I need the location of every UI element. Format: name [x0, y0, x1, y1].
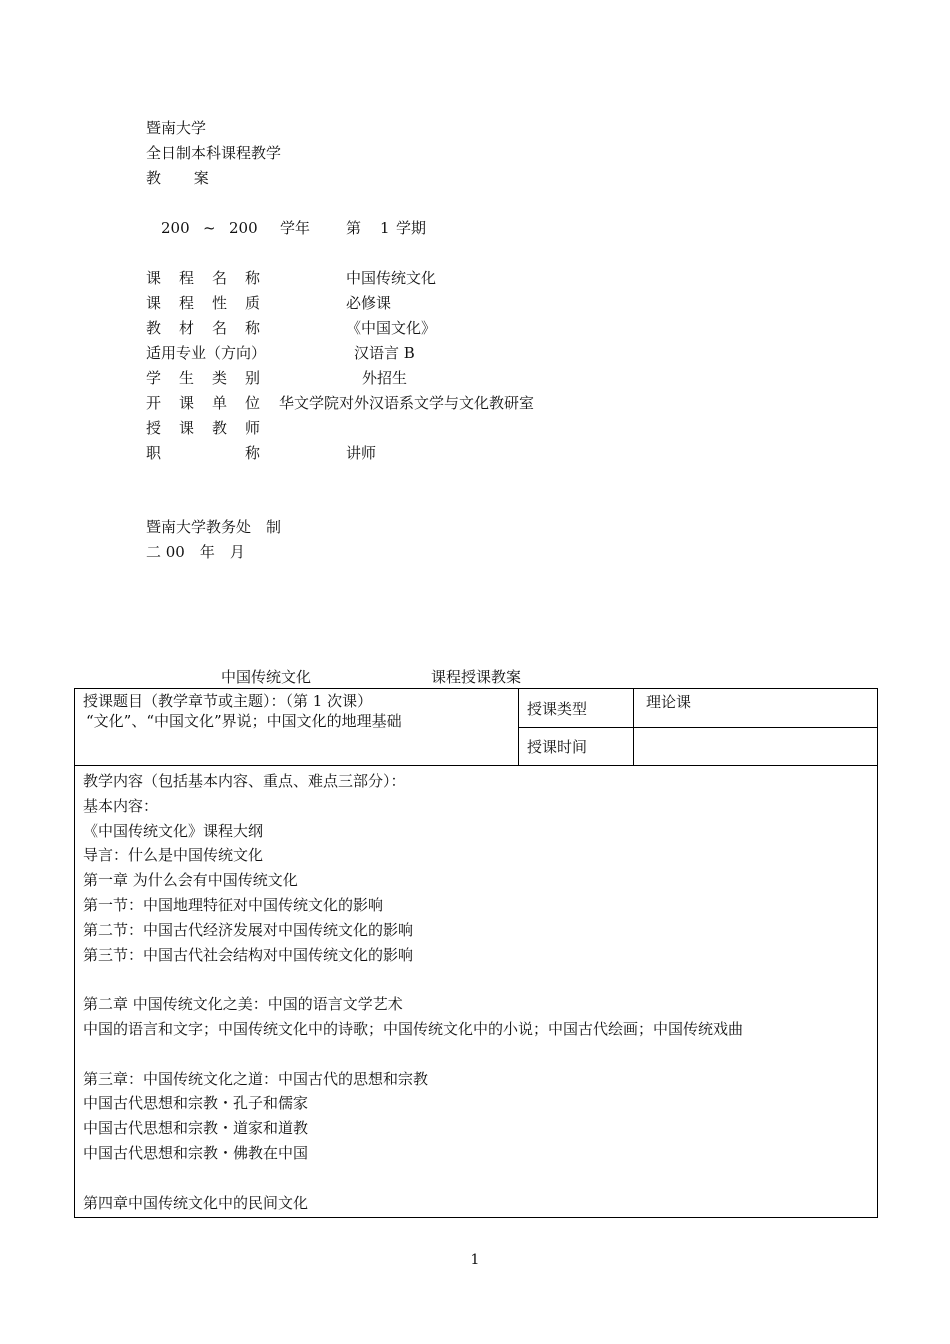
value-title: 讲师: [346, 444, 377, 462]
content-line: 《中国传统文化》课程大纲: [83, 821, 264, 840]
label-department: 开 课 单 位: [146, 394, 261, 412]
program-name: 全日制本科课程教学: [146, 144, 282, 162]
term-number: 1: [380, 219, 390, 237]
value-department: 华文学院对外汉语系文学与文化教研室: [279, 394, 535, 412]
year-start: 200: [161, 219, 190, 237]
content-line: 中国古代思想和宗教・道家和道教: [83, 1119, 309, 1138]
lesson-plan-table: [74, 688, 878, 1218]
topic-cell: [75, 689, 519, 766]
topic-value: “文化”、“中国文化”界说；中国文化的地理基础: [86, 712, 402, 730]
content-line: [83, 1166, 869, 1191]
year-end: 200: [229, 219, 258, 237]
label-course-name: 课 程 名 称: [146, 269, 261, 287]
year-tilde: ~: [203, 219, 216, 237]
content-line: 中国古代思想和宗教・佛教在中国: [83, 1143, 309, 1162]
content-line: [83, 967, 869, 992]
page-number: 1: [470, 1252, 480, 1268]
university-name: 暨南大学: [146, 119, 207, 137]
type-label: 授课类型: [519, 689, 634, 728]
label-textbook: 教 材 名 称: [146, 319, 261, 337]
time-label: 授课时间: [519, 727, 634, 766]
value-major: 汉语言 B: [354, 344, 415, 362]
content-line: 第一章 为什么会有中国传统文化: [83, 871, 298, 890]
content-line: 第二章 中国传统文化之美：中国的语言文学艺术: [83, 995, 403, 1014]
type-value: 理论课: [634, 689, 878, 728]
content-line: 教学内容（包括基本内容、重点、难点三部分）：: [83, 772, 406, 790]
content-line: 基本内容：: [83, 796, 159, 815]
plan-course-name: 中国传统文化: [221, 668, 312, 686]
content-line: 导言：什么是中国传统文化: [83, 846, 264, 865]
term-prefix: 第: [346, 219, 362, 237]
content-line: 中国古代思想和宗教・孔子和儒家: [83, 1094, 309, 1113]
content-cell: [75, 766, 878, 1218]
label-student-type: 学 生 类 别: [146, 369, 261, 387]
content-line: 中国的语言和文字；中国传统文化中的诗歌；中国传统文化中的小说；中国古代绘画；中国传统戏曲: [83, 1019, 744, 1038]
value-course-name: 中国传统文化: [346, 269, 437, 287]
content-line: 第四章中国传统文化中的民间文化: [83, 1193, 309, 1212]
content-line: 第三章：中国传统文化之道：中国古代的思想和宗教: [83, 1069, 429, 1088]
label-course-nature: 课 程 性 质: [146, 294, 261, 312]
label-title: 职 称: [146, 444, 261, 462]
value-course-nature: 必修课: [346, 294, 392, 312]
issue-date: 二 00 年 月: [146, 543, 245, 561]
year-word: 学年: [280, 219, 311, 237]
label-teacher: 授 课 教 师: [146, 419, 261, 437]
issuer: 暨南大学教务处 制: [146, 518, 282, 536]
time-value: [634, 727, 878, 766]
content-line: 第三节：中国古代社会结构对中国传统文化的影响: [83, 945, 414, 964]
content-line: [83, 1042, 869, 1067]
term-suffix: 学期: [396, 219, 427, 237]
content-line: 第二节：中国古代经济发展对中国传统文化的影响: [83, 920, 414, 939]
content-line: 第一节：中国地理特征对中国传统文化的影响: [83, 895, 384, 914]
label-major: 适用专业（方向）: [146, 344, 267, 362]
plan-title: 课程授课教案: [431, 668, 522, 686]
topic-label: 授课题目（教学章节或主题）：（第 1 次课）: [83, 692, 373, 710]
document-type: 教 案: [146, 169, 223, 187]
value-textbook: 《中国文化》: [346, 319, 437, 337]
value-student-type: 外招生: [362, 369, 408, 387]
